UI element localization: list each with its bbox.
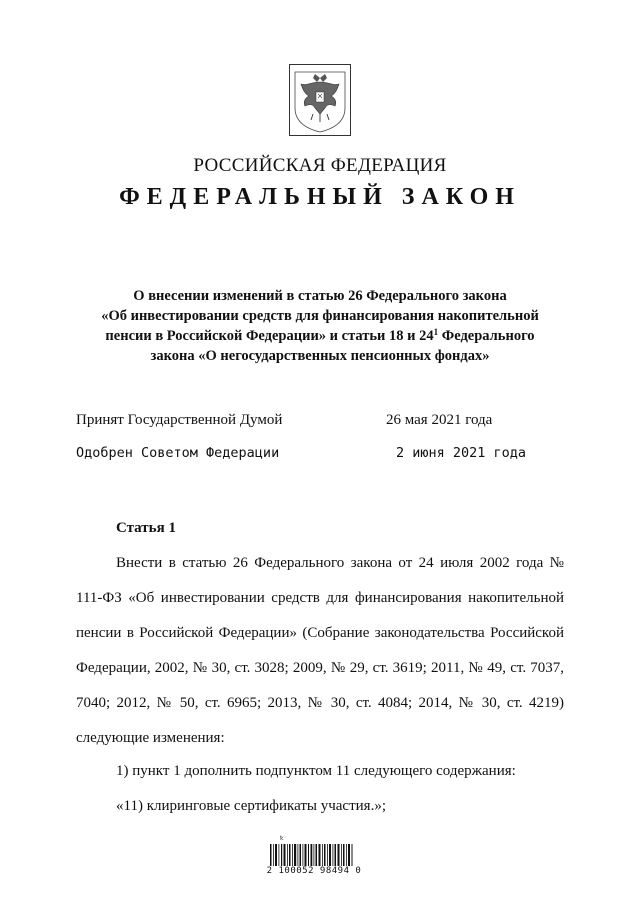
duma-adoption-label: Принят Государственной Думой	[76, 412, 283, 428]
law-type-heading: ФЕДЕРАЛЬНЫЙ ЗАКОН	[119, 184, 521, 210]
svg-text:ꝁ: ꝁ	[280, 836, 284, 842]
article-heading: Статья 1	[116, 520, 176, 536]
law-title-line-3	[60, 326, 580, 346]
law-title-superscript: 1	[433, 327, 439, 337]
country-name: РОССИЙСКАЯ ФЕДЕРАЦИЯ	[193, 155, 447, 176]
article-item-1-text: «11) клиринговые сертификаты участия.»;	[116, 798, 386, 814]
coat-of-arms-emblem	[289, 64, 351, 136]
council-approval-label: Одобрен Советом Федерации	[76, 445, 280, 461]
barcode-number: 2 100052 98494 0	[266, 866, 362, 876]
law-title-line-3-end: Федерального	[438, 328, 535, 344]
duma-adoption-date: 26 мая 2021 года	[386, 412, 493, 428]
law-title-line-2: «Об инвестировании средств для финансирования накопительной	[101, 308, 539, 324]
article-paragraph: Внести в статью 26 Федерального закона от 24 июля 2002 года № 111-ФЗ «Об инвестировании средств для финансирования накопительной пенсии в Российской Федерации» (Собрание законодательства Российской Федерации, 2002, № 30, ст. 3028; 2009, № 29, ст. 3619; 2011, № 49, ст. 7037, 7040; 2012, № 50, ст. 6965; 2013, № 30, ст. 4084; 2014, № 30, ст. 4219) следующие изменения:	[76, 555, 564, 746]
law-title-line-3-start: пенсии в Российской Федерации» и статьи 18 и 24	[105, 328, 434, 344]
council-approval-date: 2 июня 2021 года	[396, 445, 527, 461]
article-item-1: 1) пункт 1 дополнить подпунктом 11 следующего содержания:	[116, 763, 516, 779]
law-title	[60, 286, 580, 366]
law-title-line-1: О внесении изменений в статью 26 Федерального закона	[133, 288, 507, 304]
law-title-line-4: закона «О негосударственных пенсионных фондах»	[150, 348, 490, 364]
